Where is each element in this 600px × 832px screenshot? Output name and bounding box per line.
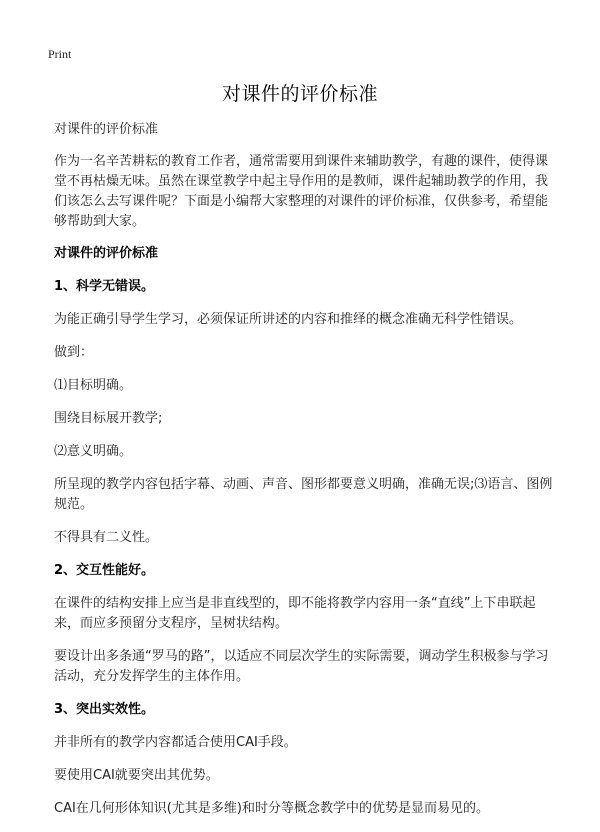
paragraph: 所呈现的教学内容包括字幕、动画、声音、图形都要意义明确，准确无误;⑶语言、图例规范。 [54,477,553,512]
page-title: 对课件的评价标准 [221,83,378,105]
intro-paragraph: 作为一名辛苦耕耘的教育工作者，通常需要用到课件来辅助教学，有趣的课件，使得课堂不再枯燥无味。虽然在课堂教学中起主导作用的是教师，课件起辅助教学的作用，我们该怎么去写课件呢？下面是小编帮大家整理的对课件的评价标准，仅供参考，希望能够帮助到大家。 [54,154,549,229]
paragraph: CAI在几何形体知识(尤其是多维)和时分等概念教学中的优势是显而易见的。 [54,801,489,816]
article-subtitle: 对课件的评价标准 [54,122,159,137]
section-heading: 对课件的评价标准 [54,246,159,261]
criterion-heading-1: 1、科学无错误。 [54,279,155,294]
article-body [54,120,554,832]
paragraph: 并非所有的教学内容都适合使用CAI手段。 [54,735,297,750]
criterion-heading-3: 3、突出实效性。 [54,702,155,717]
paragraph: 为能正确引导学生学习，必须保证所讲述的内容和推绎的概念准确无科学性错误。 [54,312,523,327]
paragraph: 不得具有二义性。 [54,530,159,545]
paragraph: 在课件的结构安排上应当是非直线型的，即不能将教学内容用一条“直线”上下串联起来，而应多预留分支程序，呈树状结构。 [54,596,536,631]
paragraph: ⑵意义明确。 [54,444,133,459]
criterion-heading-2: 2、交互性能好。 [54,563,155,578]
paragraph: 做到： [54,345,94,360]
paragraph: ⑴目标明确。 [54,378,133,393]
print-link[interactable]: Print [48,47,72,61]
paragraph: 要设计出多条通“罗马的路”，以适应不同层次学生的实际需要，调动学生积极参与学习活动，充分发挥学生的主体作用。 [54,649,549,684]
paragraph: 要使用CAI就要突出其优势。 [54,768,219,783]
paragraph: 围绕目标展开教学; [54,411,163,426]
